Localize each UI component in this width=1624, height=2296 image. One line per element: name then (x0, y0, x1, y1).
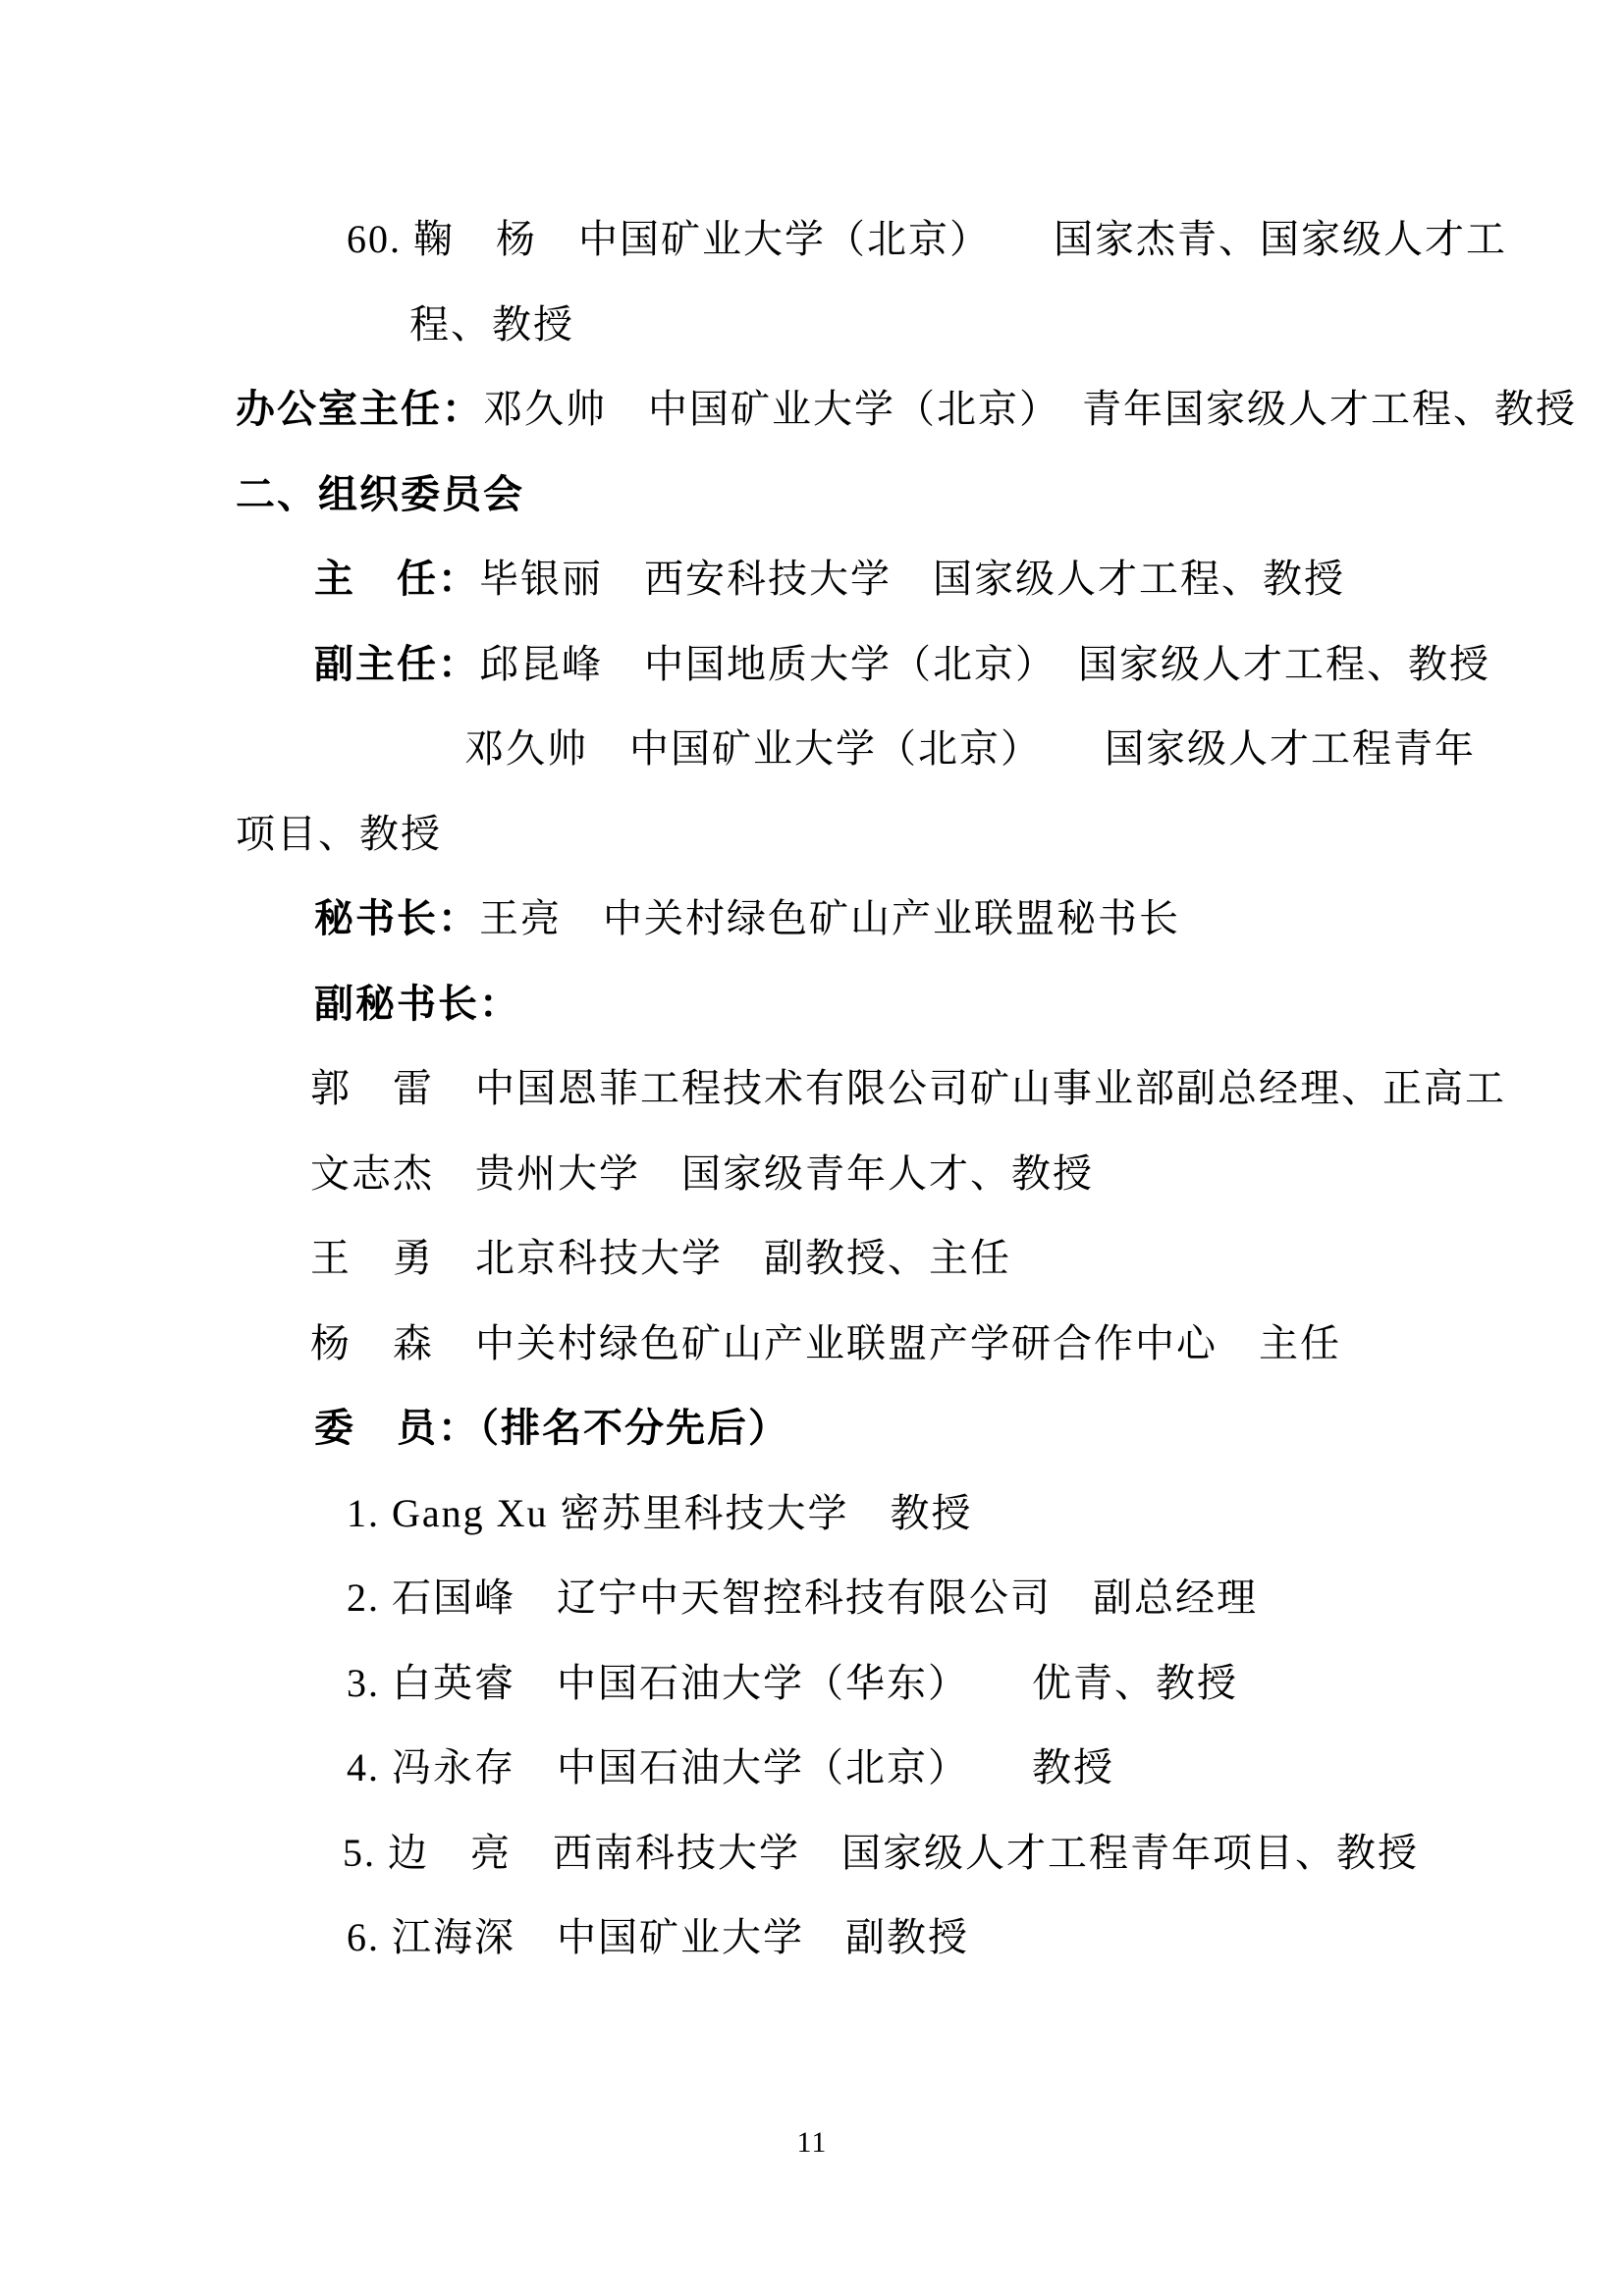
deputy-secretary-member-2: 文志杰 贵州大学 国家级青年人才、教授 (310, 1151, 1094, 1196)
org-deputy-director-text-1: 邱昆峰 中国地质大学（北京） 国家级人才工程、教授 (479, 642, 1490, 686)
secretary-general-line (314, 897, 1180, 940)
org-deputy-director-label: 副主任： (314, 643, 479, 686)
org-deputy-director-line-3: 项目、教授 (236, 812, 442, 856)
org-director-line (314, 558, 1345, 601)
org-director-label: 主 任： (314, 558, 479, 601)
deputy-secretary-member-1: 郭 雷 中国恩菲工程技术有限公司矿山事业部副总经理、正高工 (310, 1066, 1506, 1110)
committee-members-heading: 委 员：（排名不分先后） (314, 1407, 789, 1450)
secretary-general-text: 王亮 中关村绿色矿山产业联盟秘书长 (479, 896, 1180, 940)
committee-member-item-1: 1. Gang Xu 密苏里科技大学 教授 (347, 1491, 973, 1535)
committee-member-item-5: 5. 边 亮 西南科技大学 国家级人才工程青年项目、教授 (343, 1831, 1419, 1875)
secretary-general-label: 秘书长： (314, 897, 479, 940)
section-heading-org-committee: 二、组织委员会 (236, 473, 524, 516)
deputy-secretary-member-4: 杨 森 中关村绿色矿山产业联盟产学研合作中心 主任 (310, 1321, 1341, 1365)
committee-member-item-6: 6. 江海深 中国矿业大学 副教授 (347, 1915, 969, 1959)
office-director-label: 办公室主任： (236, 388, 483, 431)
committee-member-item-3: 3. 白英睿 中国石油大学（华东） 优青、教授 (347, 1661, 1238, 1705)
office-director-text: 邓久帅 中国矿业大学（北京） 青年国家级人才工程、教授 (483, 387, 1577, 431)
deputy-secretary-heading: 副秘书长： (314, 983, 520, 1026)
page-number: 11 (796, 2126, 828, 2159)
member-60-line-2: 程、教授 (409, 302, 574, 347)
member-60-line-1: 60. 鞠 杨 中国矿业大学（北京） 国家杰青、国家级人才工 (347, 217, 1507, 261)
deputy-secretary-member-3: 王 勇 北京科技大学 副教授、主任 (310, 1236, 1011, 1280)
org-deputy-director-line-2: 邓久帅 中国矿业大学（北京） 国家级人才工程青年 (464, 726, 1476, 771)
org-director-text: 毕银丽 西安科技大学 国家级人才工程、教授 (479, 557, 1345, 601)
office-director-line (236, 388, 1577, 431)
committee-member-item-2: 2. 石国峰 辽宁中天智控科技有限公司 副总经理 (347, 1575, 1258, 1620)
org-deputy-director-line-1 (314, 643, 1490, 686)
committee-member-item-4: 4. 冯永存 中国石油大学（北京） 教授 (347, 1745, 1114, 1789)
